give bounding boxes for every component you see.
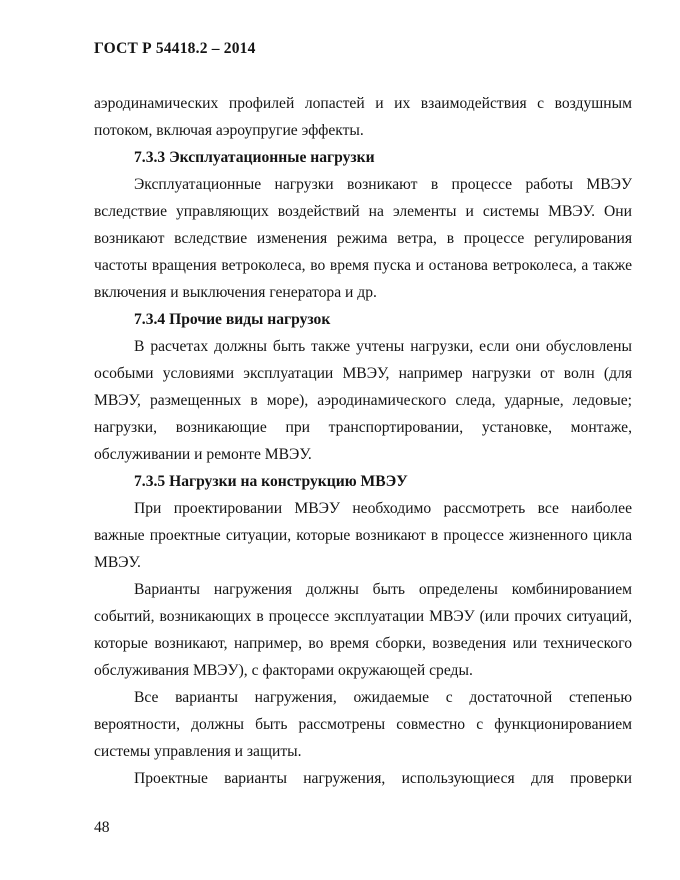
paragraph-control-protection: Все варианты нагружения, ожидаемые с достаточной степенью вероятности, должны быть рассмотрены совместно с функционированием системы управления и защиты. [94,689,632,760]
paragraph-operational-loads: Эксплуатационные нагрузки возникают в процессе работы МВЭУ вследствие управляющих воздействий на элементы и системы МВЭУ. Они возникают вследствие изменения режима ветра, в процессе регулирования частоты вращения ветроколеса, во время пуска и останова ветроколеса, а также включения и выключения генератора и др. [94,176,632,301]
page-number: 48 [94,819,110,836]
paragraph-load-cases: Варианты нагружения должны быть определены комбинированием событий, возникающих в процессе эксплуатации МВЭУ (или прочих ситуаций, которые возникают, например, во время сборки, возведения или технического обслуживания МВЭУ), с факторами окружающей среды. [94,581,632,679]
page-content [94,90,632,792]
section-heading-7-3-4: 7.3.4 Прочие виды нагрузок [134,311,331,328]
section-heading-7-3-5: 7.3.5 Нагрузки на конструкцию МВЭУ [134,473,408,490]
section-heading-7-3-3: 7.3.3 Эксплуатационные нагрузки [134,149,375,166]
paragraph-continued: аэродинамических профилей лопастей и их взаимодействия с воздушным потоком, включая аэроупругие эффекты. [94,95,632,139]
paragraph-design-situations: При проектировании МВЭУ необходимо рассмотреть все наиболее важные проектные ситуации, которые возникают в процессе жизненного цикла МВЭУ. [94,500,632,571]
paragraph-other-loads: В расчетах должны быть также учтены нагрузки, если они обусловлены особыми условиями эксплуатации МВЭУ, например нагрузки от волн (для МВЭУ, размещенных в море), аэродинамического следа, ударные, ледовые; нагрузки, возникающие при транспортировании, установке, монтаже, обслуживании и ремонте МВЭУ. [94,338,632,463]
document-header: ГОСТ Р 54418.2 – 2014 [94,40,256,57]
paragraph-design-load-cases: Проектные варианты нагружения, использующиеся для проверки [134,770,632,787]
